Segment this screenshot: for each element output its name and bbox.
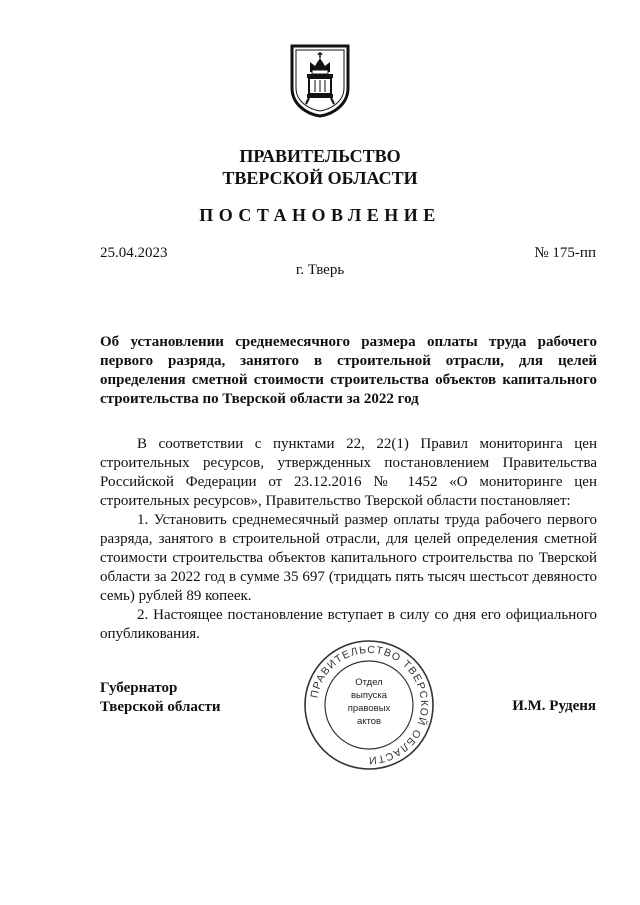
signer-position xyxy=(100,679,221,717)
stamp-inner-text xyxy=(302,676,436,728)
document-number: № 175-пп xyxy=(534,245,596,261)
stamp-line-2: выпуска xyxy=(350,690,388,701)
organization-name-line1: ПРАВИТЕЛЬСТВО xyxy=(239,146,401,166)
stamp-line-3: правовых xyxy=(347,703,391,714)
stamp-ring-text: ПРАВИТЕЛЬСТВО ТВЕРСКОЙ ОБЛАСТИ xyxy=(308,643,431,767)
signer-position-line2: Тверской области xyxy=(100,699,221,715)
stamp-line-4: актов xyxy=(356,716,382,727)
stamp-line-1: Отдел xyxy=(355,677,383,688)
document-type-heading: ПОСТАНОВЛЕНИЕ xyxy=(199,205,441,225)
body-preamble: В соответствии с пунктами 22, 22(1) Правил мониторинга цен строительных ресурсов, утвержденных постановлением Правительства Российской Федерации от 23.12.2016 № 1452 «О мониторинге цен строительных ресурсов», Правительство Тверской области постановляет: xyxy=(100,436,597,509)
document-body xyxy=(100,435,597,644)
signer-position-line1: Губернатор xyxy=(100,680,178,696)
coat-of-arms-emblem xyxy=(290,44,350,118)
body-item-2: 2. Настоящее постановление вступает в силу со дня его официального опубликования. xyxy=(100,607,597,642)
document-date: 25.04.2023 xyxy=(100,245,168,261)
organization-name-line2: ТВЕРСКОЙ ОБЛАСТИ xyxy=(222,168,418,188)
document-title: Об установлении среднемесячного размера оплаты труда рабочего первого разряда, занятого в строительной отрасли, для целей определения сметной стоимости строительства объектов капитального строительства по Тверской области за 2022 год xyxy=(100,334,597,407)
body-item-1: 1. Установить среднемесячный размер оплаты труда рабочего первого разряда, занятого в строительной отрасли, для целей определения сметной стоимости строительства объектов капитального строительства по Тверской области за 2022 год в сумме 35 697 (тридцать пять тысяч шестьсот девяносто семь) рублей 89 копеек. xyxy=(100,512,597,604)
signer-name: И.М. Руденя xyxy=(512,698,596,714)
document-city: г. Тверь xyxy=(295,262,345,278)
